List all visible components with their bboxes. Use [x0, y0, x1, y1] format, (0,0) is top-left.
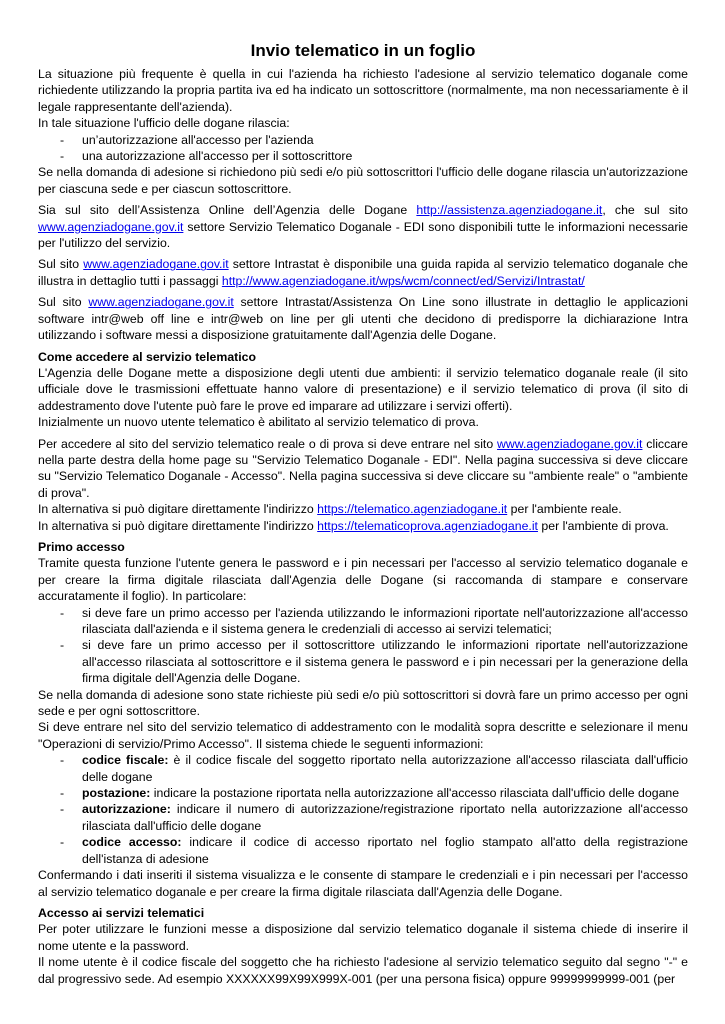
link-assistenza[interactable]: http://assistenza.agenziadogane.it — [416, 203, 603, 218]
paragraph-sedi: Se nella domanda di adesione si richiedono più sedi e/o più sottoscrittori l'ufficio delle dogane rilascia un'autorizzazione per ciascuna sede e per ciascun sottoscrittore. — [38, 165, 688, 196]
paragraph-intrastat-guide: Sul sito www.agenziadogane.gov.it settore Intrastat è disponibile una guida rapida al servizio telematico doganale che illustra in dettaglio tutti i passaggi http://www.agenziadogane.it/wps/wcm/connect/ed/Servizi/Intrastat/ — [38, 257, 688, 288]
paragraph-menu: Si deve entrare nel sito del servizio telematico di addestramento con le modalità sopra descritte e selezionare il menu "Operazioni di servizio/Primo Accesso". Il sistema chiede le seguenti informazioni: — [38, 720, 688, 751]
paragraph-intrastat-software: Sul sito www.agenziadogane.gov.it settore Intrastat/Assistenza On Line sono illustrate in dettaglio le applicazioni software intr@web off line e intr@web on line per gli utenti che decidono di predisporre la dichiarazione Intra utilizzando i software messi a disposizione gratuitamente dall'Agenzia delle Dogane. — [38, 295, 688, 343]
primo-accesso-list — [38, 605, 688, 687]
list-item: - si deve fare un primo accesso per il sottoscrittore utilizzando le informazioni riportate nell'autorizzazione all'accesso rilasciata al sottoscrittore e il sistema genera le password e i pin necessari per la generazione della firma digitale dell'Agenzia delle Dogane. — [60, 638, 688, 686]
list-item: - codice accesso: indicare il codice di accesso riportato nel foglio stampato all'atto della registrazione dell'istanza di adesione — [60, 835, 689, 866]
link-agenziadogane[interactable]: www.agenziadogane.gov.it — [88, 295, 234, 310]
authorization-list — [38, 132, 688, 165]
paragraph-assistenza: Sia sul sito dell’Assistenza Online dell’Agenzia delle Dogane http://assistenza.agenziadogane.it, che sul sito www.agenziadogane.gov.it settore Servizio Telematico Doganale - EDI sono disponibili tutte le informazioni necessarie per l'utilizzo del servizio. — [38, 203, 688, 251]
paragraph-come-accedere: Per accedere al sito del servizio telematico reale o di prova si deve entrare nel sito www.agenziadogane.gov.it cliccare nella parte destra della home page su "Servizio Telematico Doganale - EDI". Nella pagina successiva si deve cliccare su "Servizio Telematico Doganale - Accesso". Nella pagina successiva si deve cliccare su "ambiente reale" o "ambiente di prova". — [38, 436, 688, 500]
section-heading-servizi: Accesso ai servizi telematici — [38, 905, 205, 920]
list-item: - una autorizzazione all'accesso per il sottoscrittore — [60, 149, 353, 164]
link-intrastat[interactable]: http://www.agenziadogane.it/wps/wcm/connect/ed/Servizi/Intrastat/ — [221, 273, 585, 288]
paragraph-conferma: Confermando i dati inseriti il sistema visualizza e le consente di stampare le credenziali e i pin necessari per l'accesso al servizio telematico doganale e per creare la firma digitale rilasciata dall'Agenzia delle Dogane. — [38, 868, 688, 899]
link-agenziadogane[interactable]: www.agenziadogane.gov.it — [38, 219, 184, 234]
link-agenziadogane[interactable]: www.agenziadogane.gov.it — [497, 436, 643, 451]
paragraph-intro: La situazione più frequente è quella in cui l'azienda ha richiesto l'adesione al servizio telematico doganale come richiedente utilizzando la propria partita iva ed ha indicato un sottoscrittore (normalmente, ma non necessariamente è il legale rappresentante dell'azienda). — [38, 67, 688, 114]
paragraph-alternativa-prova: In alternativa si può digitare direttamente l'indirizzo https://telematicoprova.agenziadogane.it per l'ambiente di prova. — [38, 518, 669, 533]
dash-bullet: - — [60, 132, 65, 147]
dash-bullet: - — [60, 605, 65, 620]
document-page — [38, 40, 688, 987]
paragraph-abilitato: Inizialmente un nuovo utente telematico è abilitato al servizio telematico di prova. — [38, 415, 479, 430]
list-item: - postazione: indicare la postazione riportata nella autorizzazione all'accesso rilasciata dall'ufficio delle dogane — [60, 786, 680, 801]
dash-bullet: - — [60, 149, 65, 164]
link-agenziadogane[interactable]: www.agenziadogane.gov.it — [83, 257, 229, 272]
section-heading-primo-accesso: Primo accesso — [38, 539, 125, 554]
list-item: - si deve fare un primo accesso per l'azienda utilizzando le informazioni riportate nell'autorizzazione all'accesso rilasciata dall'azienda e il sistema genera le credenziali di accesso ai servizi telematici; — [60, 605, 688, 636]
informazioni-list — [38, 752, 688, 867]
dash-bullet: - — [60, 835, 65, 850]
paragraph-piu-sedi: Se nella domanda di adesione sono state richieste più sedi e/o più sottoscrittori si dovrà fare un primo accesso per ogni sede e per ogni sottoscrittore. — [38, 687, 688, 719]
paragraph-ambienti: L'Agenzia delle Dogane mette a disposizione degli utenti due ambienti: il servizio telematico doganale reale (il sito ufficiale dove le trasmissioni effettuate hanno valore di presentazione) e il servizio telematico di prova (il sito di addestramento dove l'utente può fare le prove ed imparare ad utilizzare i servizi offerti). — [38, 365, 688, 413]
dash-bullet: - — [60, 638, 65, 653]
paragraph-alternativa-reale: In alternativa si può digitare direttamente l'indirizzo https://telematico.agenziadogane.it per l'ambiente reale. — [38, 502, 622, 517]
list-item: - codice fiscale: è il codice fiscale del soggetto riportato nella autorizzazione all'accesso rilasciata dall'ufficio delle dogane — [60, 753, 688, 784]
link-telematico[interactable]: https://telematico.agenziadogane.it — [317, 502, 508, 517]
paragraph-primo-accesso: Tramite questa funzione l'utente genera le password e i pin necessari per l'accesso al servizio telematico doganale e per creare la firma digitale rilasciata dall'Agenzia delle Dogane (si raccomanda di stampare e conservare accuratamente il foglio). In particolare: — [38, 556, 688, 604]
link-telematicoprova[interactable]: https://telematicoprova.agenziadogane.it — [317, 518, 538, 533]
section-heading-accesso: Come accedere al servizio telematico — [38, 349, 257, 364]
list-item: - autorizzazione: indicare il numero di autorizzazione/registrazione riportato nella autorizzazione all'accesso rilasciata dall'ufficio delle dogane — [60, 802, 688, 833]
dash-bullet: - — [60, 802, 65, 817]
paragraph-nome-utente: Il nome utente è il codice fiscale del soggetto che ha richiesto l'adesione al servizio telematico seguito dal segno "-" e dal progressivo sede. Ad esempio XXXXXX99X99X999X-001 (per una persona fisica) oppure 99999999999-001 (per — [38, 955, 688, 986]
dash-bullet: - — [60, 753, 65, 768]
paragraph-rilascia: In tale situazione l'ufficio delle dogane rilascia: — [38, 116, 290, 131]
page-title: Invio telematico in un foglio — [250, 41, 476, 60]
dash-bullet: - — [60, 786, 65, 801]
list-item: - un’autorizzazione all'accesso per l'azienda — [60, 132, 314, 147]
paragraph-login: Per poter utilizzare le funzioni messe a disposizione dal servizio telematico doganale il sistema chiede di inserire il nome utente e la password. — [38, 922, 688, 953]
